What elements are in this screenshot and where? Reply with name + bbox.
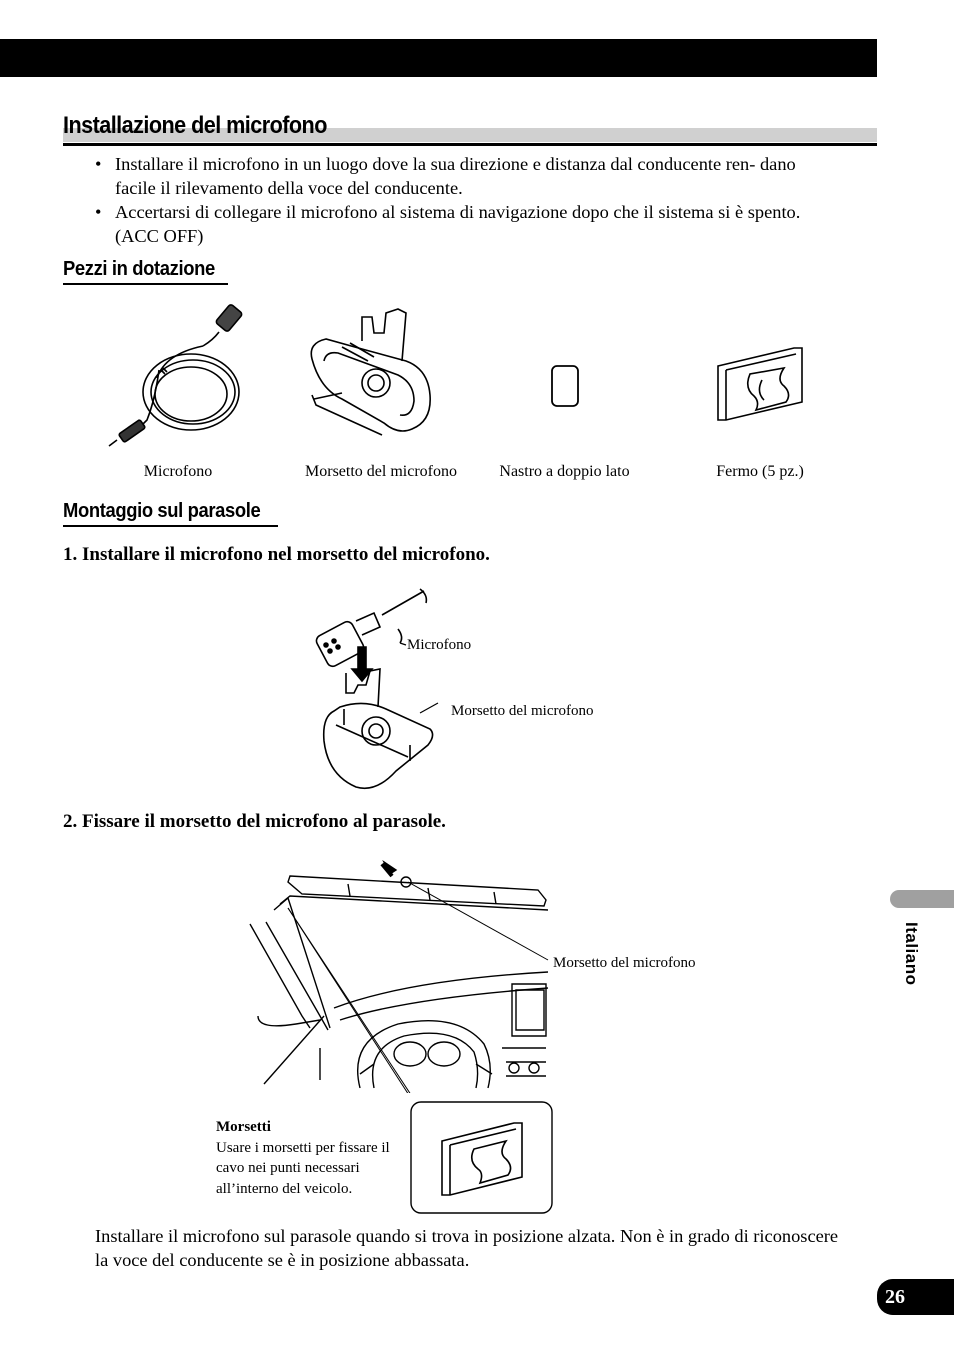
label-clip-2: Morsetto del microfono — [553, 955, 696, 971]
language-label: Italiano — [902, 922, 921, 986]
parts-heading: Pezzi in dotazione — [63, 257, 228, 285]
step-2: 2. Fissare il morsetto del microfono al parasole. — [63, 811, 446, 832]
step-1: 1. Installare il microfono nel morsetto del microfono. — [63, 544, 490, 565]
list-item: • Accertarsi di collegare il microfono al sistema di navigazione dopo che il sistema si è spento. (ACC OFF) — [95, 200, 835, 248]
microphone-illustration — [105, 300, 255, 455]
part-label: Fermo (5 pz.) — [716, 463, 804, 480]
sunvisor-note: Installare il microfono sul parasole quando si trova in posizione alzata. Non è in grado di riconoscere la voce del conducente se è in posizione abbassata. — [95, 1226, 839, 1270]
clips-note-title: Morsetti — [216, 1119, 271, 1135]
list-item: • Installare il microfono in un luogo dove la sua direzione e distanza dal conducente ren- dano facile il rilevamento della voce del conducente. — [95, 152, 835, 200]
label-microphone: Microfono — [407, 637, 472, 653]
clip-detail-box — [410, 1101, 553, 1214]
microphone-clip-illustration — [302, 303, 442, 443]
double-sided-tape-illustration — [548, 363, 582, 409]
header-bar — [0, 39, 877, 77]
language-tab — [890, 890, 954, 908]
section-heading — [63, 112, 877, 146]
mic-into-clip-diagram — [300, 585, 450, 795]
page-title: Installazione del microfono — [63, 112, 327, 139]
label-clip: Morsetto del microfono — [451, 703, 594, 719]
part-label: Nastro a doppio lato — [499, 463, 630, 480]
part-label: Microfono — [143, 463, 213, 480]
sunvisor-heading: Montaggio sul parasole — [63, 499, 278, 527]
cable-clip-illustration — [712, 340, 808, 426]
part-label: Morsetto del microfono — [305, 463, 457, 480]
clips-note-text: Usare i morsetti per fissare il cavo nei punti necessari all’interno del veicolo. — [216, 1139, 390, 1197]
clips-note — [216, 1117, 416, 1199]
instructions-list — [95, 152, 835, 248]
sunvisor-installation-diagram — [248, 848, 553, 1093]
page-number: 26 — [877, 1279, 954, 1315]
